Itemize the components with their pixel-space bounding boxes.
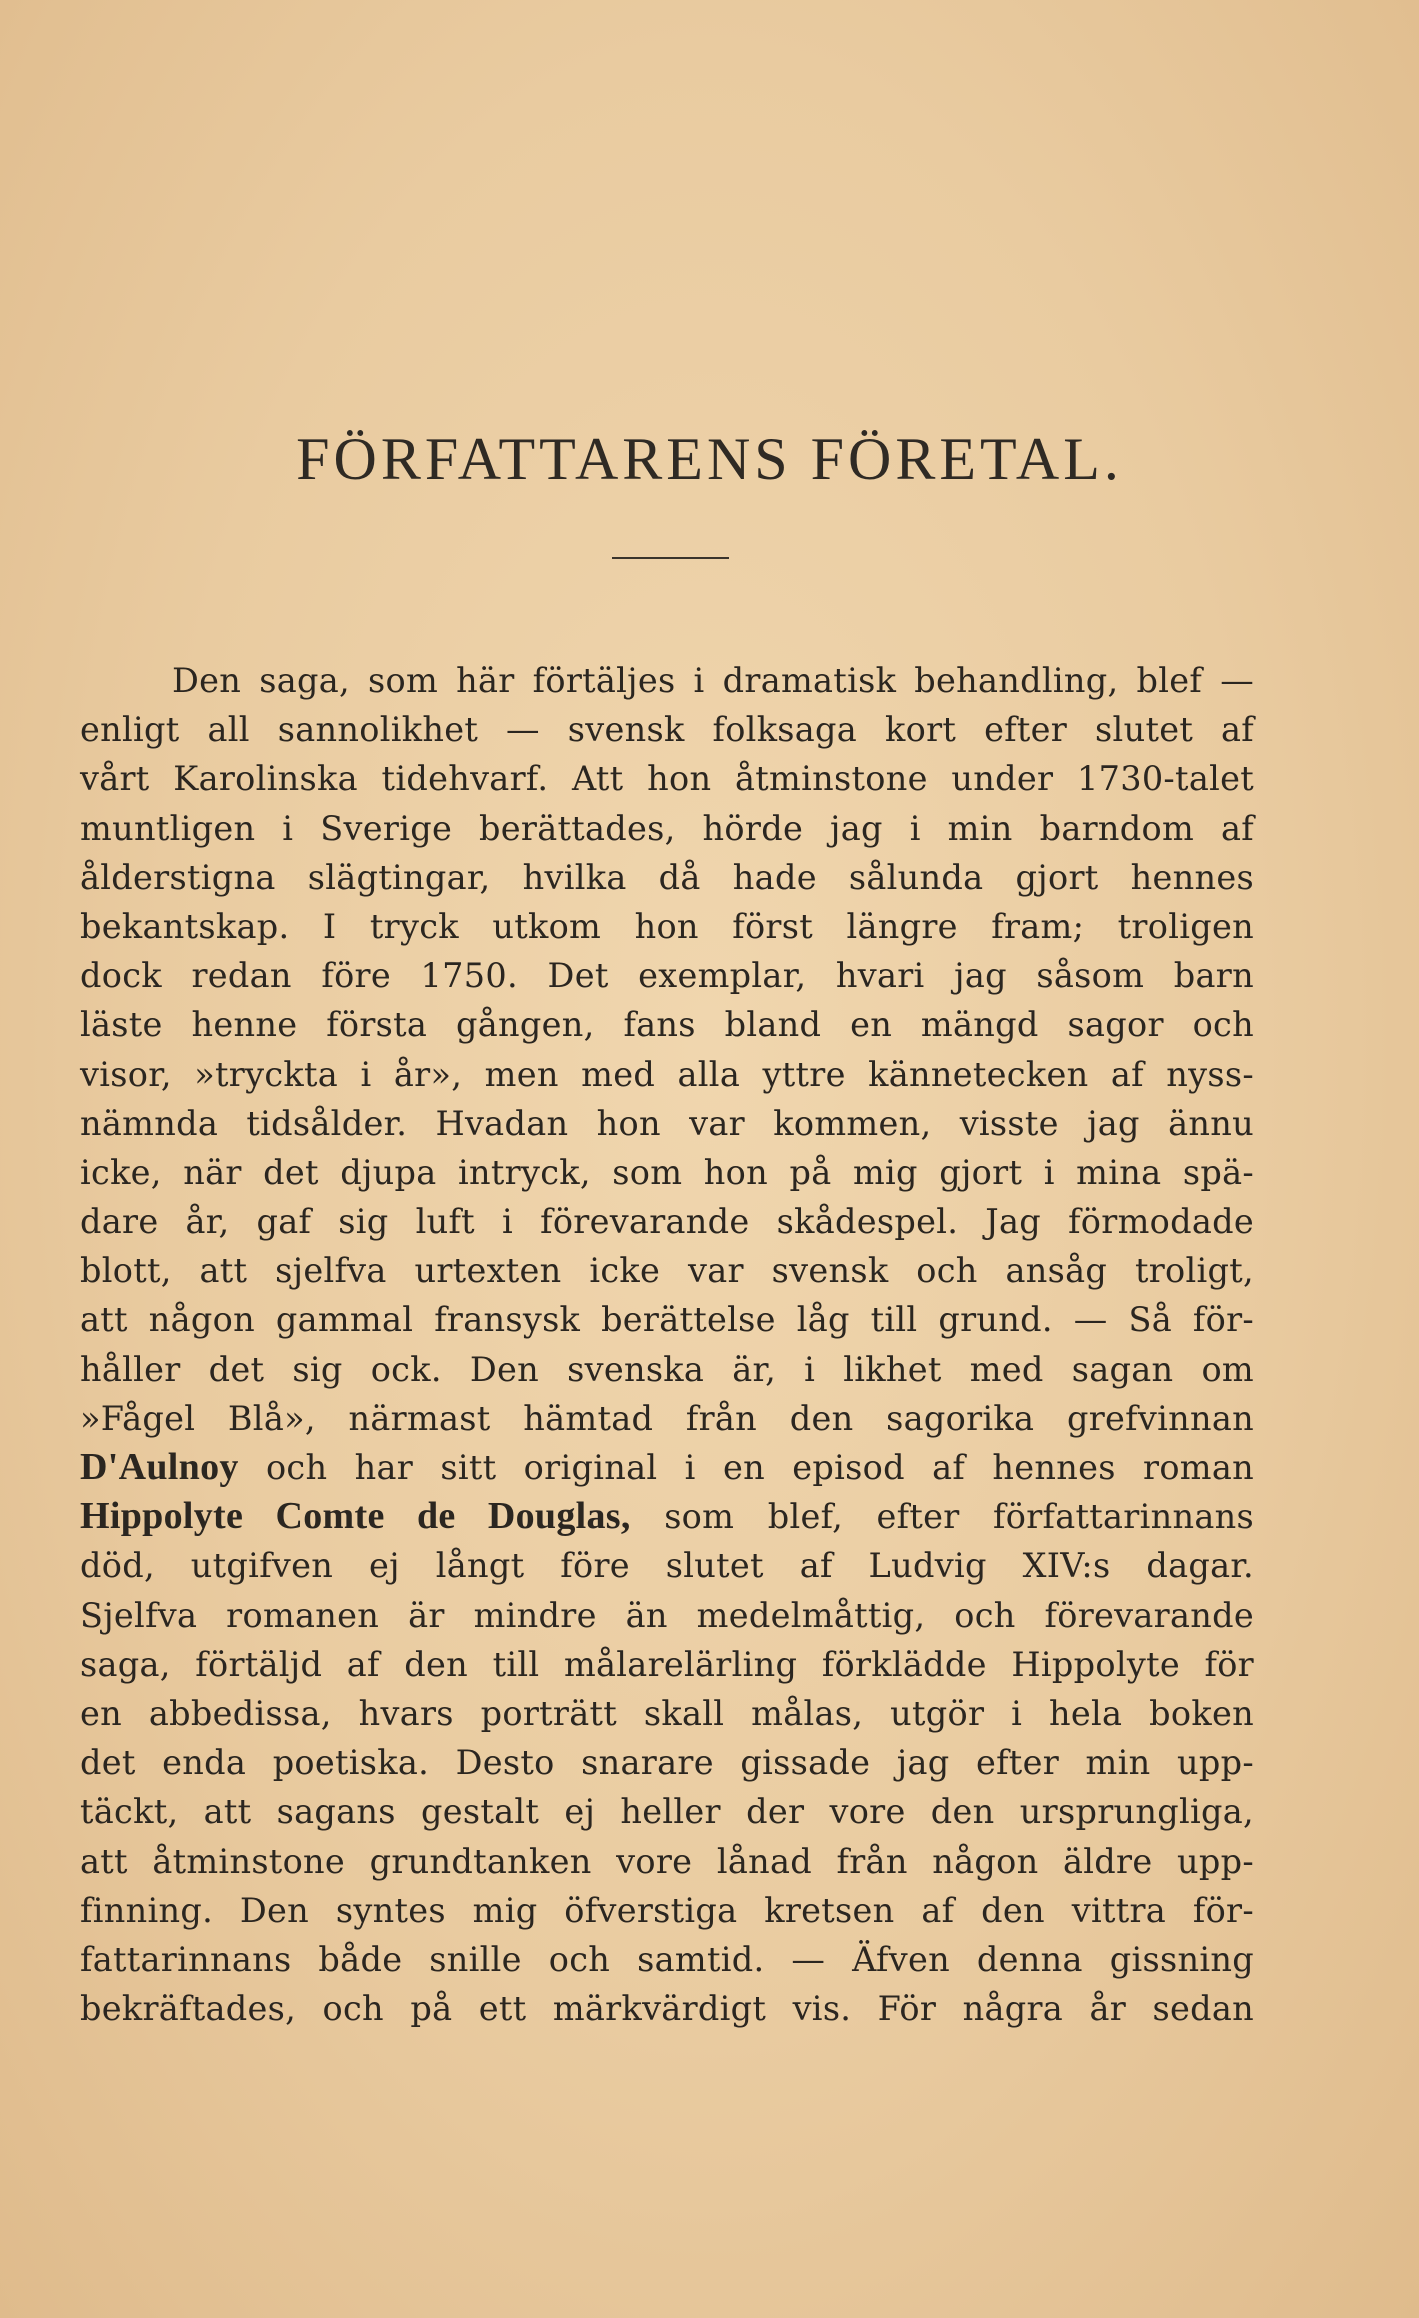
- page-title: FÖRFATTARENS FÖRETAL.: [296, 426, 1123, 492]
- text-line: bekantskap. I tryck utkom hon först längre fram; troligen: [80, 906, 1254, 946]
- novel-title-hippolyte: Hippolyte Comte de Douglas,: [80, 1495, 631, 1538]
- text-line: håller det sig ock. Den svenska är, i likhet med sagan om: [80, 1349, 1254, 1389]
- text-line: Sjelfva romanen är mindre än medelmåttig, och förevarande: [80, 1595, 1254, 1635]
- text-line: Den saga, som här förtäljes i dramatisk behandling, blef —: [172, 661, 1254, 700]
- text-line: fattarinnans både snille och samtid. — Äfven denna gissning: [80, 1939, 1254, 1979]
- text-line-hippolyte: [80, 1492, 1254, 1541]
- text-line: att någon gammal fransysk berättelse låg till grund. — Så för-: [80, 1300, 1254, 1340]
- text-line: dock redan före 1750. Det exemplar, hvari jag såsom barn: [80, 956, 1254, 996]
- text-line: finning. Den syntes mig öfverstiga kretsen af den vittra för-: [80, 1890, 1254, 1930]
- text-line: saga, förtäljd af den till målarelärling förklädde Hippolyte för: [80, 1644, 1254, 1684]
- preface-text: [80, 656, 1254, 2033]
- text-line: att åtminstone grundtanken vore lånad från någon äldre upp-: [80, 1841, 1254, 1881]
- text-line: dare år, gaf sig luft i förevarande skådespel. Jag förmodade: [80, 1202, 1254, 1242]
- text-line: enligt all sannolikhet — svensk folksaga kort efter slutet af: [80, 710, 1254, 750]
- text-line: blott, att sjelfva urtexten icke var svensk och ansåg troligt,: [80, 1251, 1254, 1291]
- author-name-aulnoy: D'Aulnoy: [80, 1446, 239, 1488]
- text-line: död, utgifven ej långt före slutet af Ludvig XIV:s dagar.: [80, 1546, 1254, 1586]
- text-fragment: som blef, efter författarinnans: [664, 1497, 1254, 1537]
- text-line: en abbedissa, hvars porträtt skall målas, utgör i hela boken: [80, 1693, 1254, 1733]
- text-line: visor, »tryckta i år», men med alla yttre kännetecken af nyss-: [80, 1054, 1254, 1094]
- text-line: ålderstigna slägtingar, hvilka då hade sålunda gjort hennes: [80, 857, 1254, 897]
- text-line: icke, när det djupa intryck, som hon på mig gjort i mina spä-: [80, 1152, 1254, 1192]
- title-divider: [612, 557, 729, 559]
- text-line: läste henne första gången, fans bland en mängd sagor och: [80, 1005, 1254, 1045]
- text-fragment: och har sitt original i en episod af hennes roman: [265, 1448, 1254, 1487]
- text-line: det enda poetiska. Desto snarare gissade jag efter min upp-: [80, 1743, 1254, 1783]
- text-line: muntligen i Sverige berättades, hörde jag i min barndom af: [80, 808, 1254, 848]
- text-line: nämnda tidsålder. Hvadan hon var kommen, visste jag ännu: [80, 1103, 1254, 1143]
- text-line: täckt, att sagans gestalt ej heller der vore den ursprungliga,: [80, 1792, 1254, 1832]
- text-line: vårt Karolinska tidehvarf. Att hon åtminstone under 1730-talet: [80, 759, 1254, 799]
- text-line: bekräftades, och på ett märkvärdigt vis. För några år sedan: [80, 1989, 1254, 2029]
- text-line: »Fågel Blå», närmast hämtad från den sagorika grefvinnan: [80, 1398, 1254, 1438]
- text-line-aulnoy: [80, 1443, 1254, 1492]
